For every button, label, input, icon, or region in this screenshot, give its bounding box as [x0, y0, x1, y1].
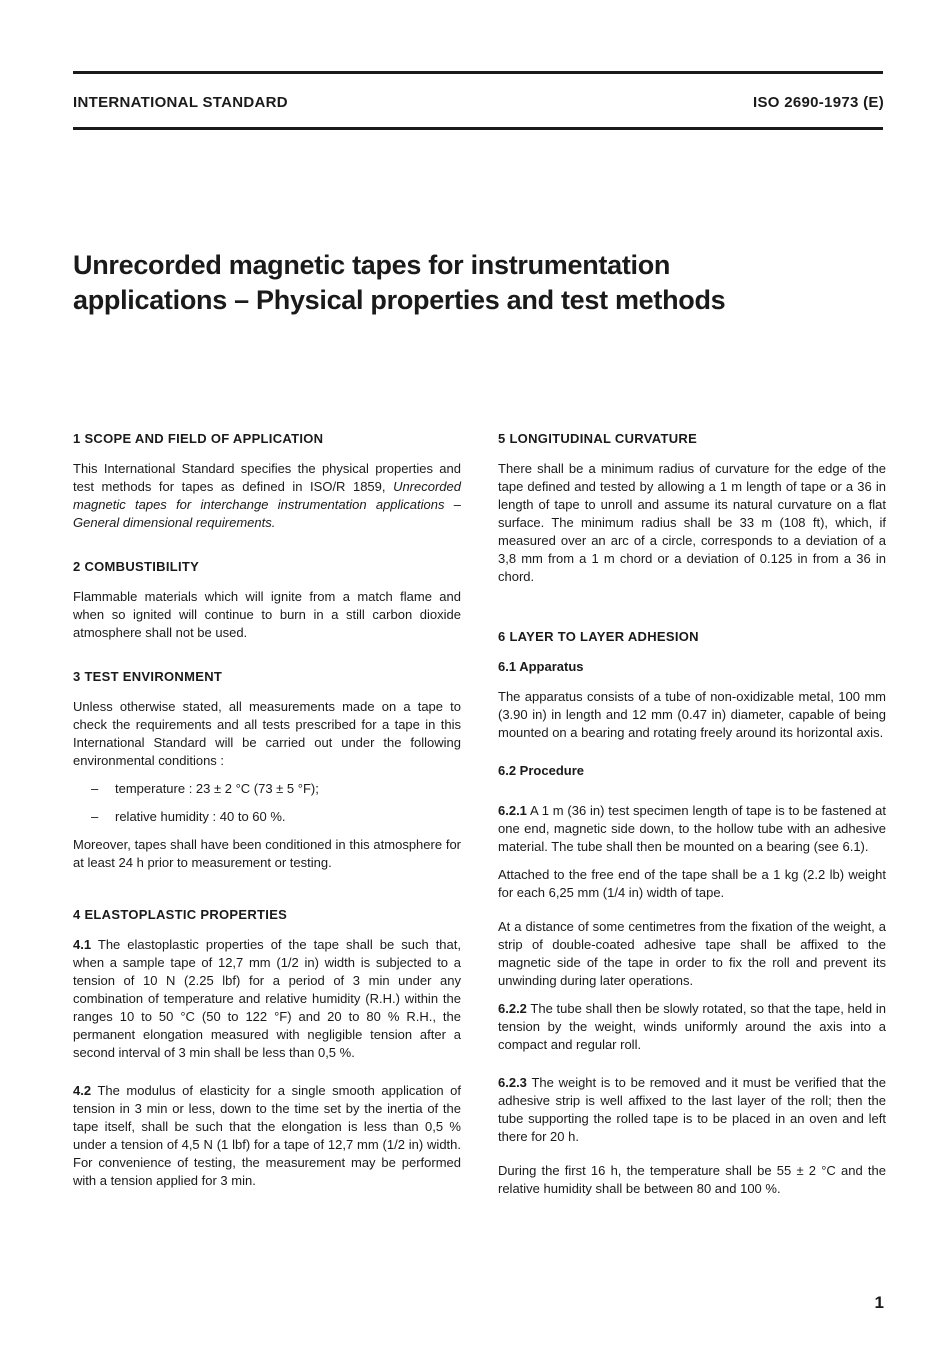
paragraph — [73, 460, 461, 532]
title-line-1: Unrecorded magnetic tapes for instrumentation — [73, 250, 671, 280]
paragraph: Moreover, tapes shall have been conditioned in this atmosphere for at least 24 h prior to measurement or testing. — [73, 837, 461, 870]
paragraph — [498, 802, 886, 856]
paragraph-text: The tube shall then be slowly rotated, so that the tape, held in tension by the weight, winds uniformly around the axis into a compact and regular roll. — [498, 1001, 886, 1052]
paragraph-text: The weight is to be removed and it must be verified that the adhesive strip is well affixed to the last layer of the roll; then the tube supporting the rolled tape is to be placed in an oven and left there for 20 h. — [498, 1075, 886, 1144]
section-combustibility — [73, 558, 461, 642]
paragraph-text: A 1 m (36 in) test specimen length of tape is to be fastened at one end, magnetic side down, to the hollow tube with an adhesive material. The tube shall then be mounted on a bearing (see 6.1). — [498, 803, 887, 854]
paragraph — [498, 1000, 886, 1054]
paragraph — [498, 1074, 886, 1146]
paragraph: Unless otherwise stated, all measurements made on a tape to check the requirements and all tests prescribed for a tape in this International Standard will be carried out under the following environmental conditions : — [73, 699, 461, 768]
section-heading: 4 ELASTOPLASTIC PROPERTIES — [73, 907, 288, 922]
paragraph-text: The elastoplastic properties of the tape shall be such that, when a sample tape of 12,7 mm (1/2 in) width is subjected to a tension of 10 N (2.25 lbf) for a period of 3 min under any combination of temperature and relative humidity (R.H.) within the ranges 10 to 50 °C (50 to 122 °F) and 20 to 80 % R.H., the permanent elongation measured with negligible tension after a second interval of 3 min shall be less than 0,5 %. — [73, 937, 461, 1060]
conditions-list — [73, 780, 461, 826]
list-item: – relative humidity : 40 to 60 %. — [73, 808, 461, 826]
clause-number: 6.2.3 — [498, 1075, 527, 1090]
standard-number-label: ISO 2690-1973 (E) — [752, 94, 884, 111]
section-heading: 6 LAYER TO LAYER ADHESION — [498, 629, 699, 644]
section-test-environment — [73, 668, 461, 872]
paragraph — [73, 1082, 461, 1190]
subsection-heading: 6.2 Procedure — [498, 763, 584, 778]
clause-number: 4.1 — [73, 937, 92, 952]
section-heading: 1 SCOPE AND FIELD OF APPLICATION — [73, 431, 324, 446]
list-item: – temperature : 23 ± 2 °C (73 ± 5 °F); — [73, 780, 461, 798]
header-top-rule — [73, 71, 883, 74]
clause-number: 6.2.2 — [498, 1001, 527, 1016]
section-scope — [73, 430, 461, 532]
section-heading: 2 COMBUSTIBILITY — [73, 559, 200, 574]
referenced-title: Unrecorded magnetic tapes for interchange instrumentation applications – General dimensional requirements. — [73, 479, 461, 530]
section-elastoplastic — [73, 906, 461, 1190]
clause-number: 6.2.1 — [498, 803, 527, 818]
section-heading: 5 LONGITUDINAL CURVATURE — [498, 431, 698, 446]
paragraph: Flammable materials which will ignite from a match flame and when so ignited will continue to burn in a still carbon dioxide atmosphere shall not be used. — [73, 589, 461, 640]
section-heading: 3 TEST ENVIRONMENT — [73, 669, 223, 684]
paragraph: During the first 16 h, the temperature shall be 55 ± 2 °C and the relative humidity shall be between 80 and 100 %. — [498, 1163, 886, 1196]
subsection-procedure — [498, 762, 886, 1198]
clause-number: 4.2 — [73, 1083, 92, 1098]
standard-type-label: INTERNATIONAL STANDARD — [73, 94, 288, 111]
paragraph: The apparatus consists of a tube of non-oxidizable metal, 100 mm (3.90 in) in length and 12 mm (0.47 in) diameter, capable of being mounted on a bearing and rotating freely around its horizontal axis. — [498, 689, 886, 740]
document-title — [73, 248, 833, 318]
title-line-2: applications – Physical properties and test methods — [73, 285, 726, 315]
section-longitudinal-curvature — [498, 430, 886, 586]
paragraph-text: This International Standard specifies the physical properties and test methods for tapes as defined in ISO/R 1859, — [73, 461, 461, 494]
section-layer-adhesion — [498, 628, 886, 1198]
header-bottom-rule — [73, 127, 883, 130]
paragraph — [73, 936, 461, 1062]
paragraph: At a distance of some centimetres from the fixation of the weight, a strip of double-coated adhesive tape shall be affixed to the magnetic side of the tape in order to fix the roll and prevent its unwinding during later operations. — [498, 919, 886, 988]
subsection-apparatus — [498, 658, 886, 742]
paragraph: Attached to the free end of the tape shall be a 1 kg (2.2 lb) weight for each 6,25 mm (1/4 in) width of tape. — [498, 867, 886, 900]
subsection-heading: 6.1 Apparatus — [498, 659, 584, 674]
page-number: 1 — [874, 1293, 884, 1312]
right-column — [498, 430, 886, 1224]
left-column — [73, 430, 461, 1216]
paragraph-text: The modulus of elasticity for a single smooth application of tension in 3 min or less, down to the time set by the inertia of the tape itself, shall be such that the elongation is less than 0,5 % under a tension of 4,5 N (1 lbf) for a tape of 12,7 mm (1/2 in) width. For convenience of testing, the measurement may be performed with a tension applied for 3 min. — [73, 1083, 461, 1188]
paragraph: There shall be a minimum radius of curvature for the edge of the tape defined and tested by allowing a 1 m length of tape or a 36 in length of tape to unroll and assume its natural curvature on a flat surface. The minimum radius shall be 33 m (108 ft), which, if measured over an arc of a circle, corresponds to a deviation of a 3,8 mm from a 1 m chord or a deviation of 0.125 in from a 36 in chord. — [498, 461, 886, 584]
